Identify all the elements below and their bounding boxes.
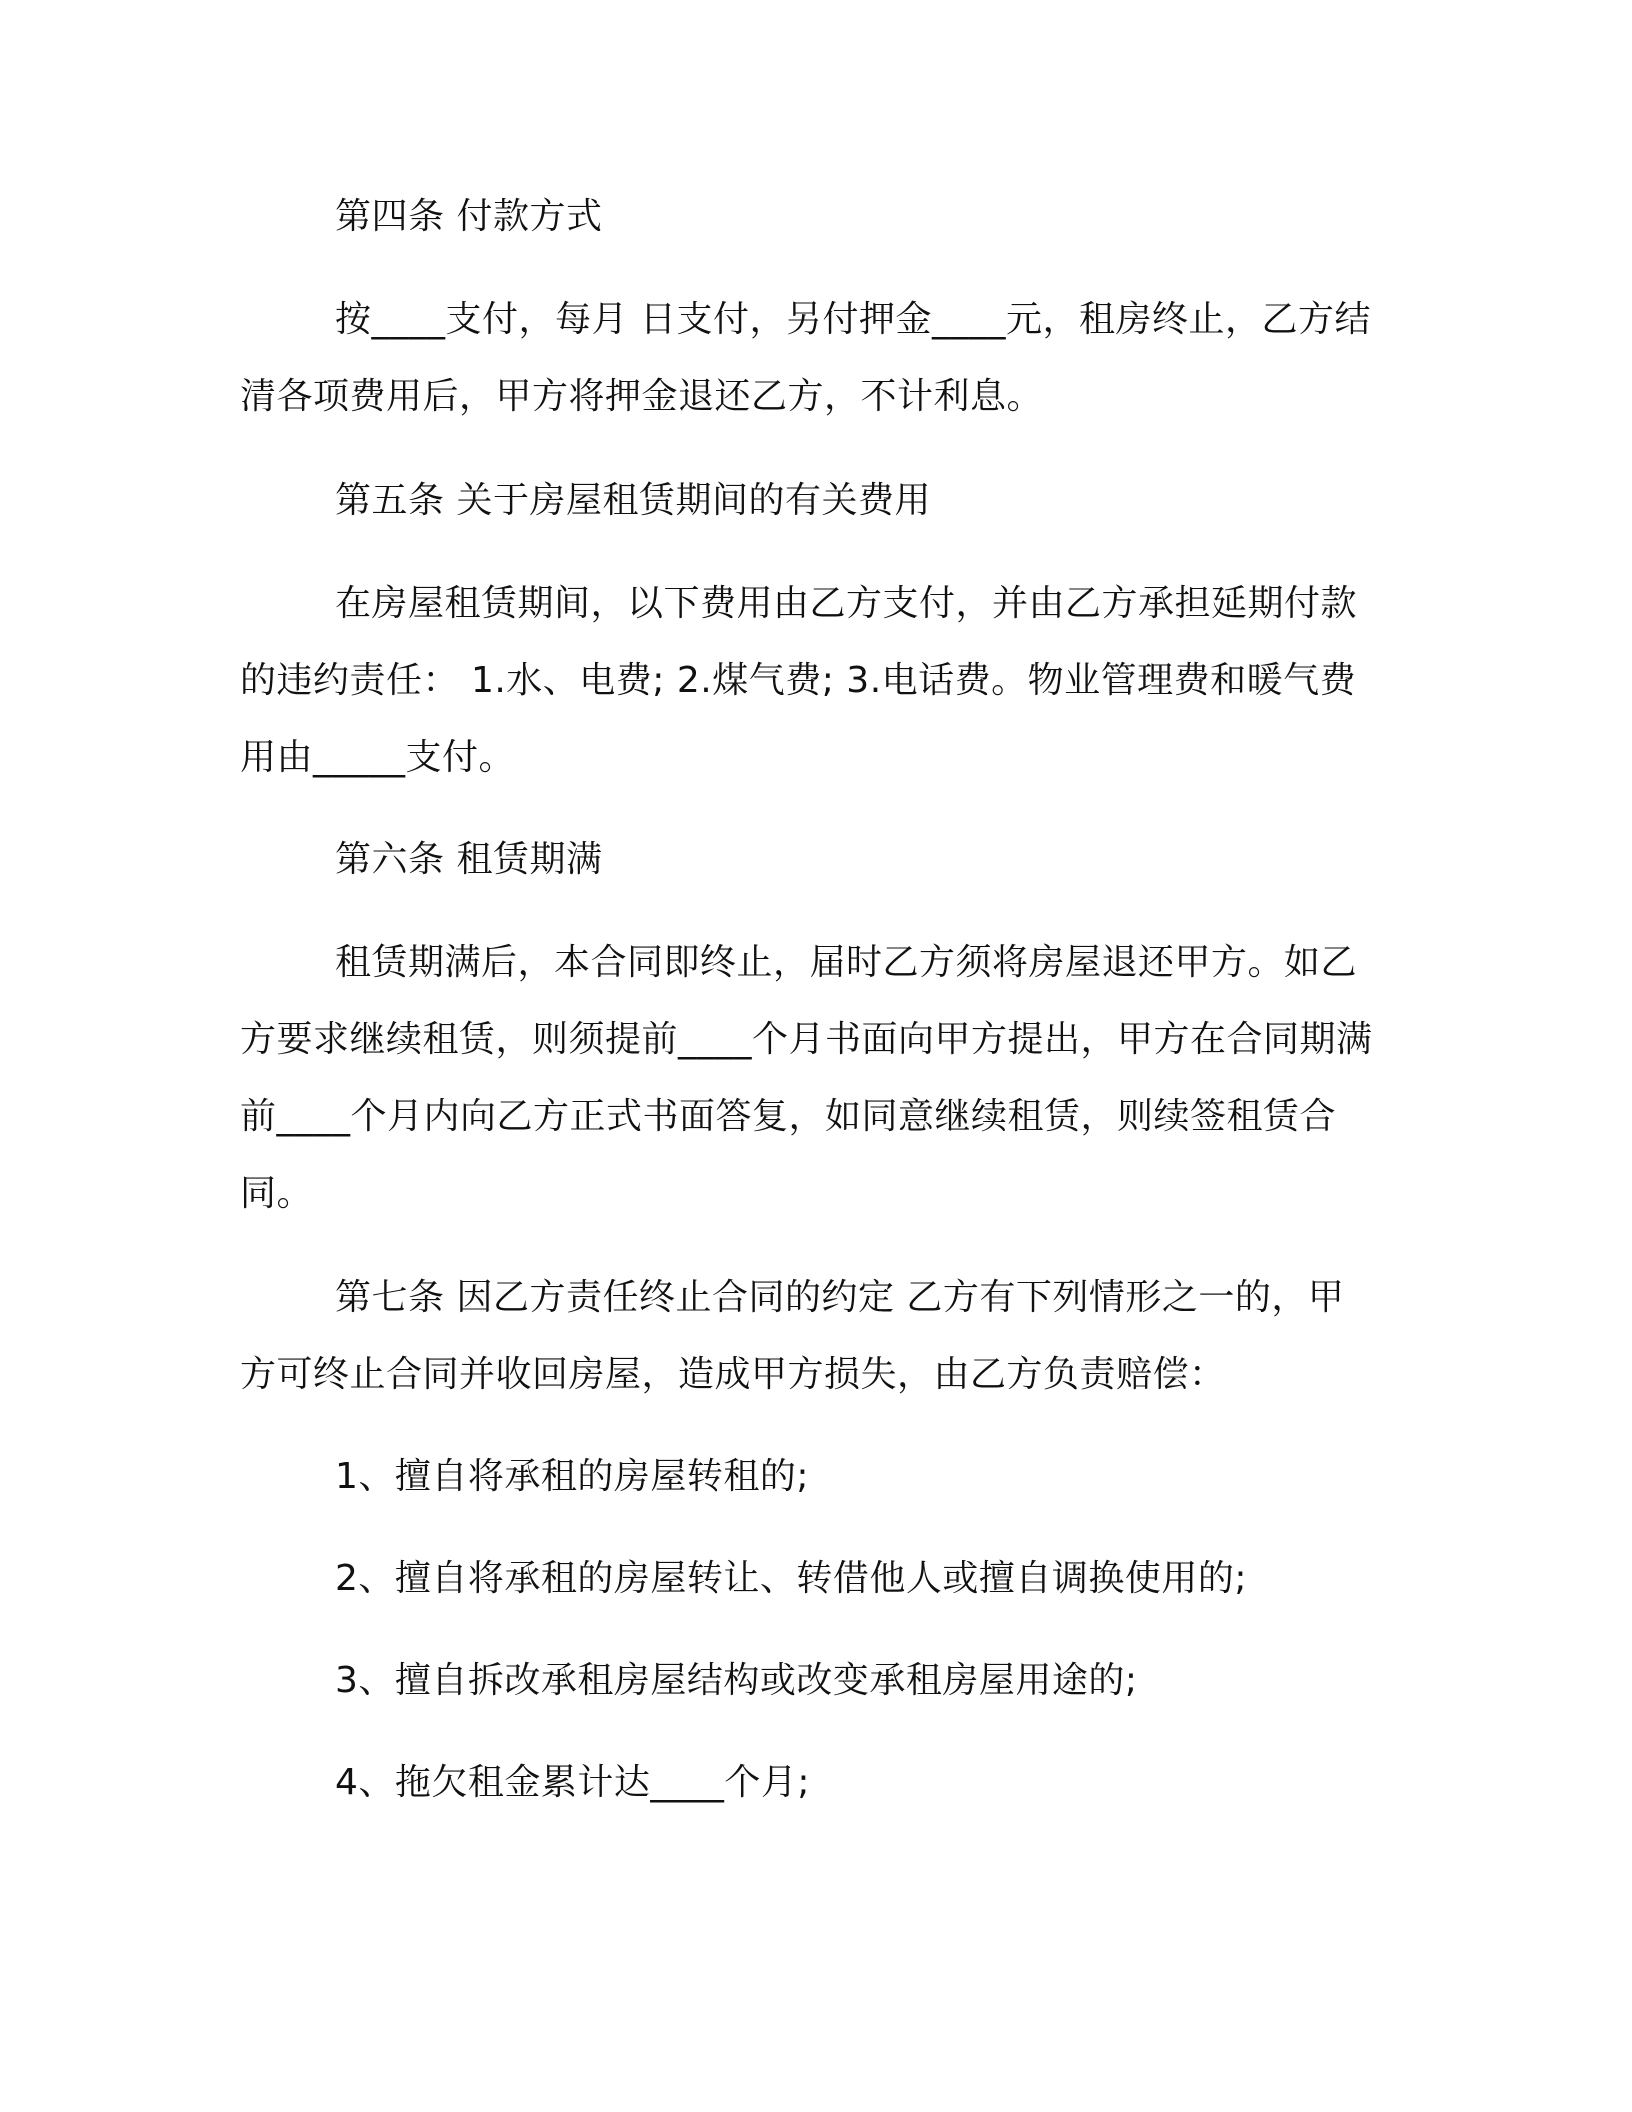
article-7-body: 第七条 因乙方责任终止合同的约定 乙方有下列情形之一的，甲方可终止合同并收回房屋，造成甲方损失，由乙方负责赔偿：: [240, 1277, 1345, 1395]
article-4-body: 按____支付，每月 日支付，另付押金____元，租房终止，乙方结清各项费用后，甲方将押金退还乙方，不计利息。: [240, 299, 1371, 417]
article-4-title: 第四条 付款方式: [335, 196, 603, 237]
article-5-title: 第五条 关于房屋租赁期间的有关费用: [335, 480, 931, 521]
article-6-title: 第六条 租赁期满: [335, 839, 603, 880]
article-5-body: 在房屋租赁期间，以下费用由乙方支付，并由乙方承担延期付款的违约责任： 1.水、电费; 2.煤气费; 3.电话费。物业管理费和暖气费用由_____支付。: [240, 583, 1358, 778]
list-item: 2、擅自将承租的房屋转让、转借他人或擅自调换使用的;: [335, 1558, 1248, 1599]
list-item: 3、擅自拆改承租房屋结构或改变承租房屋用途的;: [335, 1660, 1138, 1701]
list-item: 4、拖欠租金累计达____个月;: [335, 1762, 811, 1803]
article-6-body: 租赁期满后，本合同即终止，届时乙方须将房屋退还甲方。如乙方要求继续租赁，则须提前____个月书面向甲方提出，甲方在合同期满前____个月内向乙方正式书面答复，如同意继续租赁，则续签租赁合同。: [240, 942, 1373, 1214]
list-item: 1、擅自将承租的房屋转租的;: [335, 1456, 810, 1497]
